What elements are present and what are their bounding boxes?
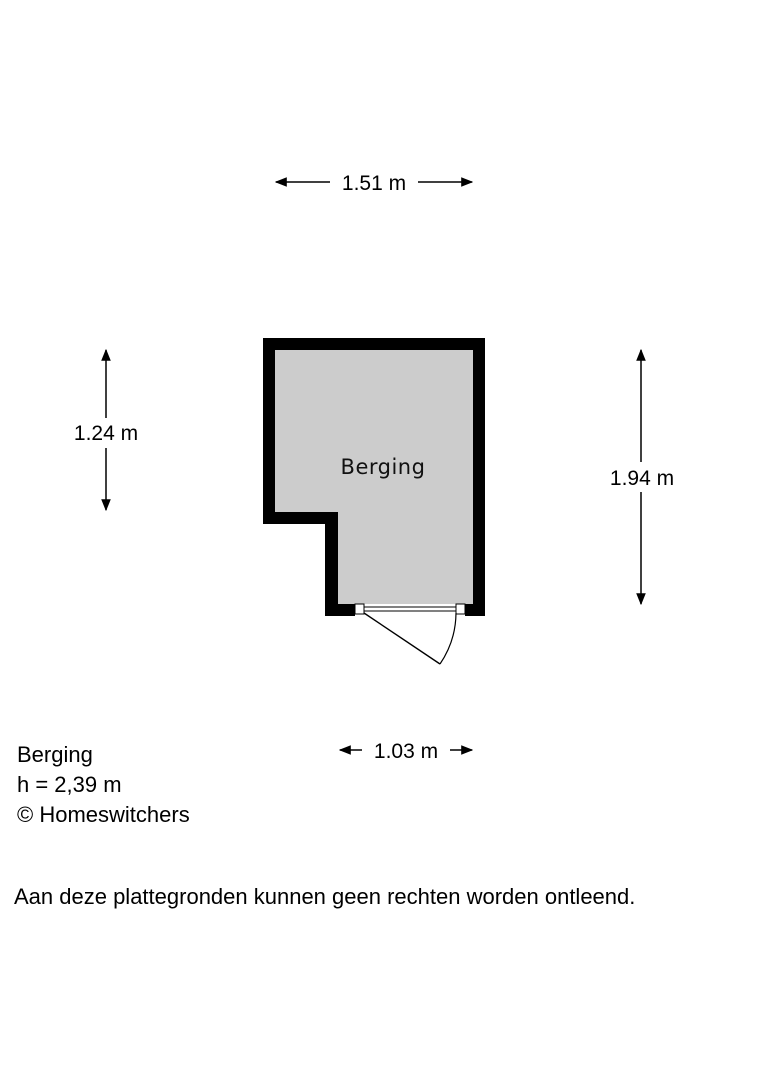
door-jamb-right — [456, 604, 465, 614]
legend-copyright: © Homeswitchers — [17, 802, 190, 827]
room-label: Berging — [340, 455, 426, 479]
dimension-bottom-width: 1.03 m — [373, 740, 439, 763]
legend-ceiling-height: h = 2,39 m — [17, 772, 122, 797]
legend-room-name: Berging — [17, 742, 93, 767]
dimension-right-height: 1.94 m — [609, 467, 675, 490]
legend — [17, 740, 190, 830]
door-swing-arc — [440, 613, 456, 664]
door-jamb-left — [355, 604, 364, 614]
dimension-top-width: 1.51 m — [341, 172, 407, 195]
dimension-left-height: 1.24 m — [73, 422, 139, 445]
disclaimer: Aan deze plattegronden kunnen geen rechten worden ontleend. — [14, 884, 636, 909]
door-leaf — [364, 613, 440, 664]
